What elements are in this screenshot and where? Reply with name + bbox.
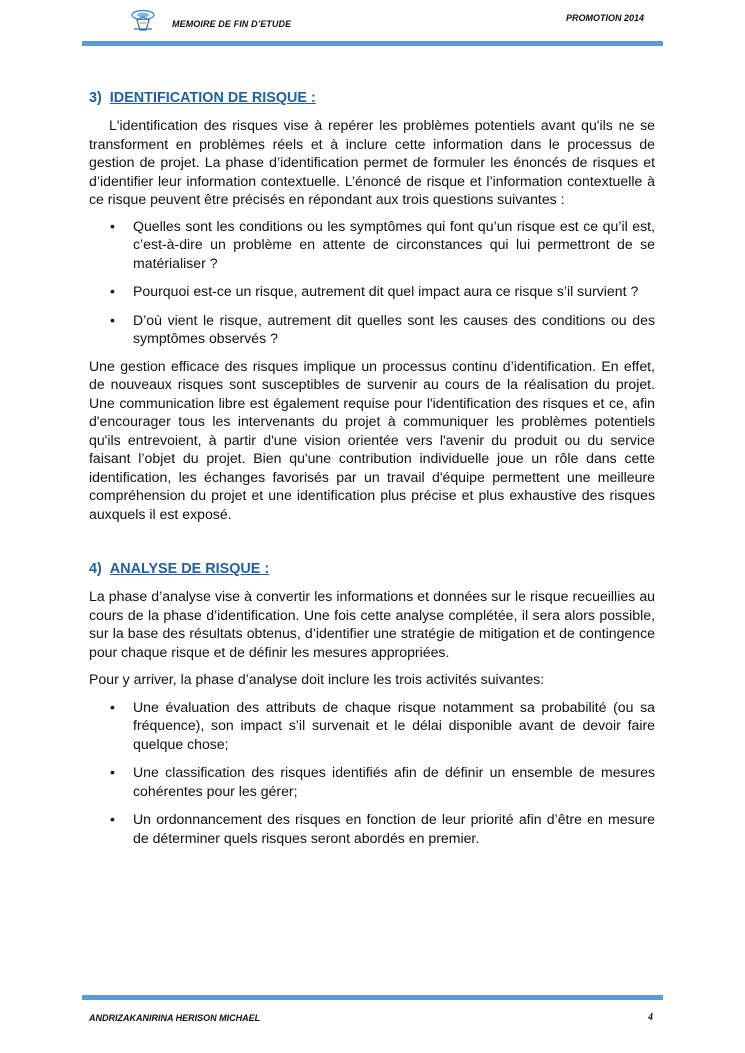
bullet-icon: •	[110, 811, 115, 827]
list-item	[89, 217, 655, 273]
list-item-text: Quelles sont les conditions ou les symptômes qui font qu’un risque est ce qu’il est, c’est-à-dire un problème en attente de circonstances qui lui permettront de se matérialiser ?	[133, 217, 655, 271]
list-item	[89, 763, 655, 800]
section-4-activity-list	[89, 698, 655, 848]
list-item-text: Une classification des risques identifiés afin de définir un ensemble de mesures cohérentes pour les gérer;	[133, 764, 655, 799]
list-item-text: Un ordonnancement des risques en fonction de leur priorité afin d’être en mesure de déterminer quels risques seront abordés en premier.	[133, 811, 655, 846]
promotion-label: PROMOTION 2014	[566, 13, 645, 23]
author-name: ANDRIZAKANIRINA HERISON MICHAEL	[89, 1013, 261, 1023]
list-item	[89, 810, 655, 847]
section-3-number: 3)	[89, 90, 102, 106]
section-4-lead: Pour y arriver, la phase d’analyse doit inclure les trois activités suivantes:	[89, 671, 545, 687]
section-4-intro: La phase d’analyse vise à convertir les informations et données sur le risque recueillies au cours de la phase d’identification. Une fois cette analyse complétée, il sera alors possible, sur la base des résultats obtenus, d’identifier une stratégie de mitigation et de contingence pour chaque risque et de définir les mesures appropriées.	[89, 588, 655, 660]
document-header-title: MEMOIRE DE FIN D’ETUDE	[172, 19, 292, 29]
section-4-heading	[89, 560, 655, 578]
list-item-text: Pourquoi est-ce un risque, autrement dit quel impact aura ce risque s’il survient ?	[133, 283, 639, 299]
bullet-icon: •	[110, 698, 115, 715]
page-content	[89, 89, 655, 847]
bullet-icon: •	[110, 311, 115, 328]
section-3-intro: L'identification des risques vise à repérer les problèmes potentiels avant qu'ils ne se transforment en problèmes réels et à inclure cette information dans le processus de gestion de projet. La phase d’identification permet de formuler les énoncés de risques et d’identifier leur information contextuelle. L’énoncé de risque et l’information contextuelle à ce risque peuvent être précisés en répondant aux trois questions suivantes :	[89, 117, 655, 207]
section-3-title: IDENTIFICATION DE RISQUE :	[109, 90, 316, 106]
section-4-title: ANALYSE DE RISQUE :	[109, 561, 270, 577]
list-item	[89, 282, 655, 301]
list-item-text: D’où vient le risque, autrement dit quelles sont les causes des conditions ou des symptômes observés ?	[133, 311, 655, 346]
footer-rule	[82, 995, 663, 1000]
list-item-text: Une évaluation des attributs de chaque risque notamment sa probabilité (ou sa fréquence), son impact s’il survenait et le délai disponible avant de devoir faire quelque chose;	[133, 698, 655, 752]
bullet-icon: •	[110, 764, 115, 780]
bullet-icon: •	[110, 283, 115, 299]
header-rule	[82, 41, 663, 46]
list-item	[89, 698, 655, 754]
section-3-conclusion: Une gestion efficace des risques implique un processus continu d’identification. En effet, de nouveaux risques sont susceptibles de survenir au cours de la réalisation du projet. Une communication libre est également requise pour l'identification des risques et ce, afin d'encourager tous les intervenants du projet à communiquer les problèmes potentiels qu'ils entrevoient, à partir d'une vision orientée vers l'avenir du produit ou du service faisant l’objet du projet. Bien qu'une contribution individuelle joue un rôle dans cette identification, les échanges favorisés par un travail d'équipe permettent une meilleure compréhension du projet et une identification plus précise et plus exhaustive des risques auxquels il est exposé.	[89, 357, 655, 522]
section-3-heading	[89, 89, 655, 107]
page-number: 4	[648, 1012, 653, 1023]
list-item	[89, 311, 655, 348]
bullet-icon: •	[110, 217, 115, 234]
section-4-number: 4)	[89, 561, 102, 577]
school-logo-icon	[128, 8, 158, 32]
section-3-question-list	[89, 217, 655, 348]
